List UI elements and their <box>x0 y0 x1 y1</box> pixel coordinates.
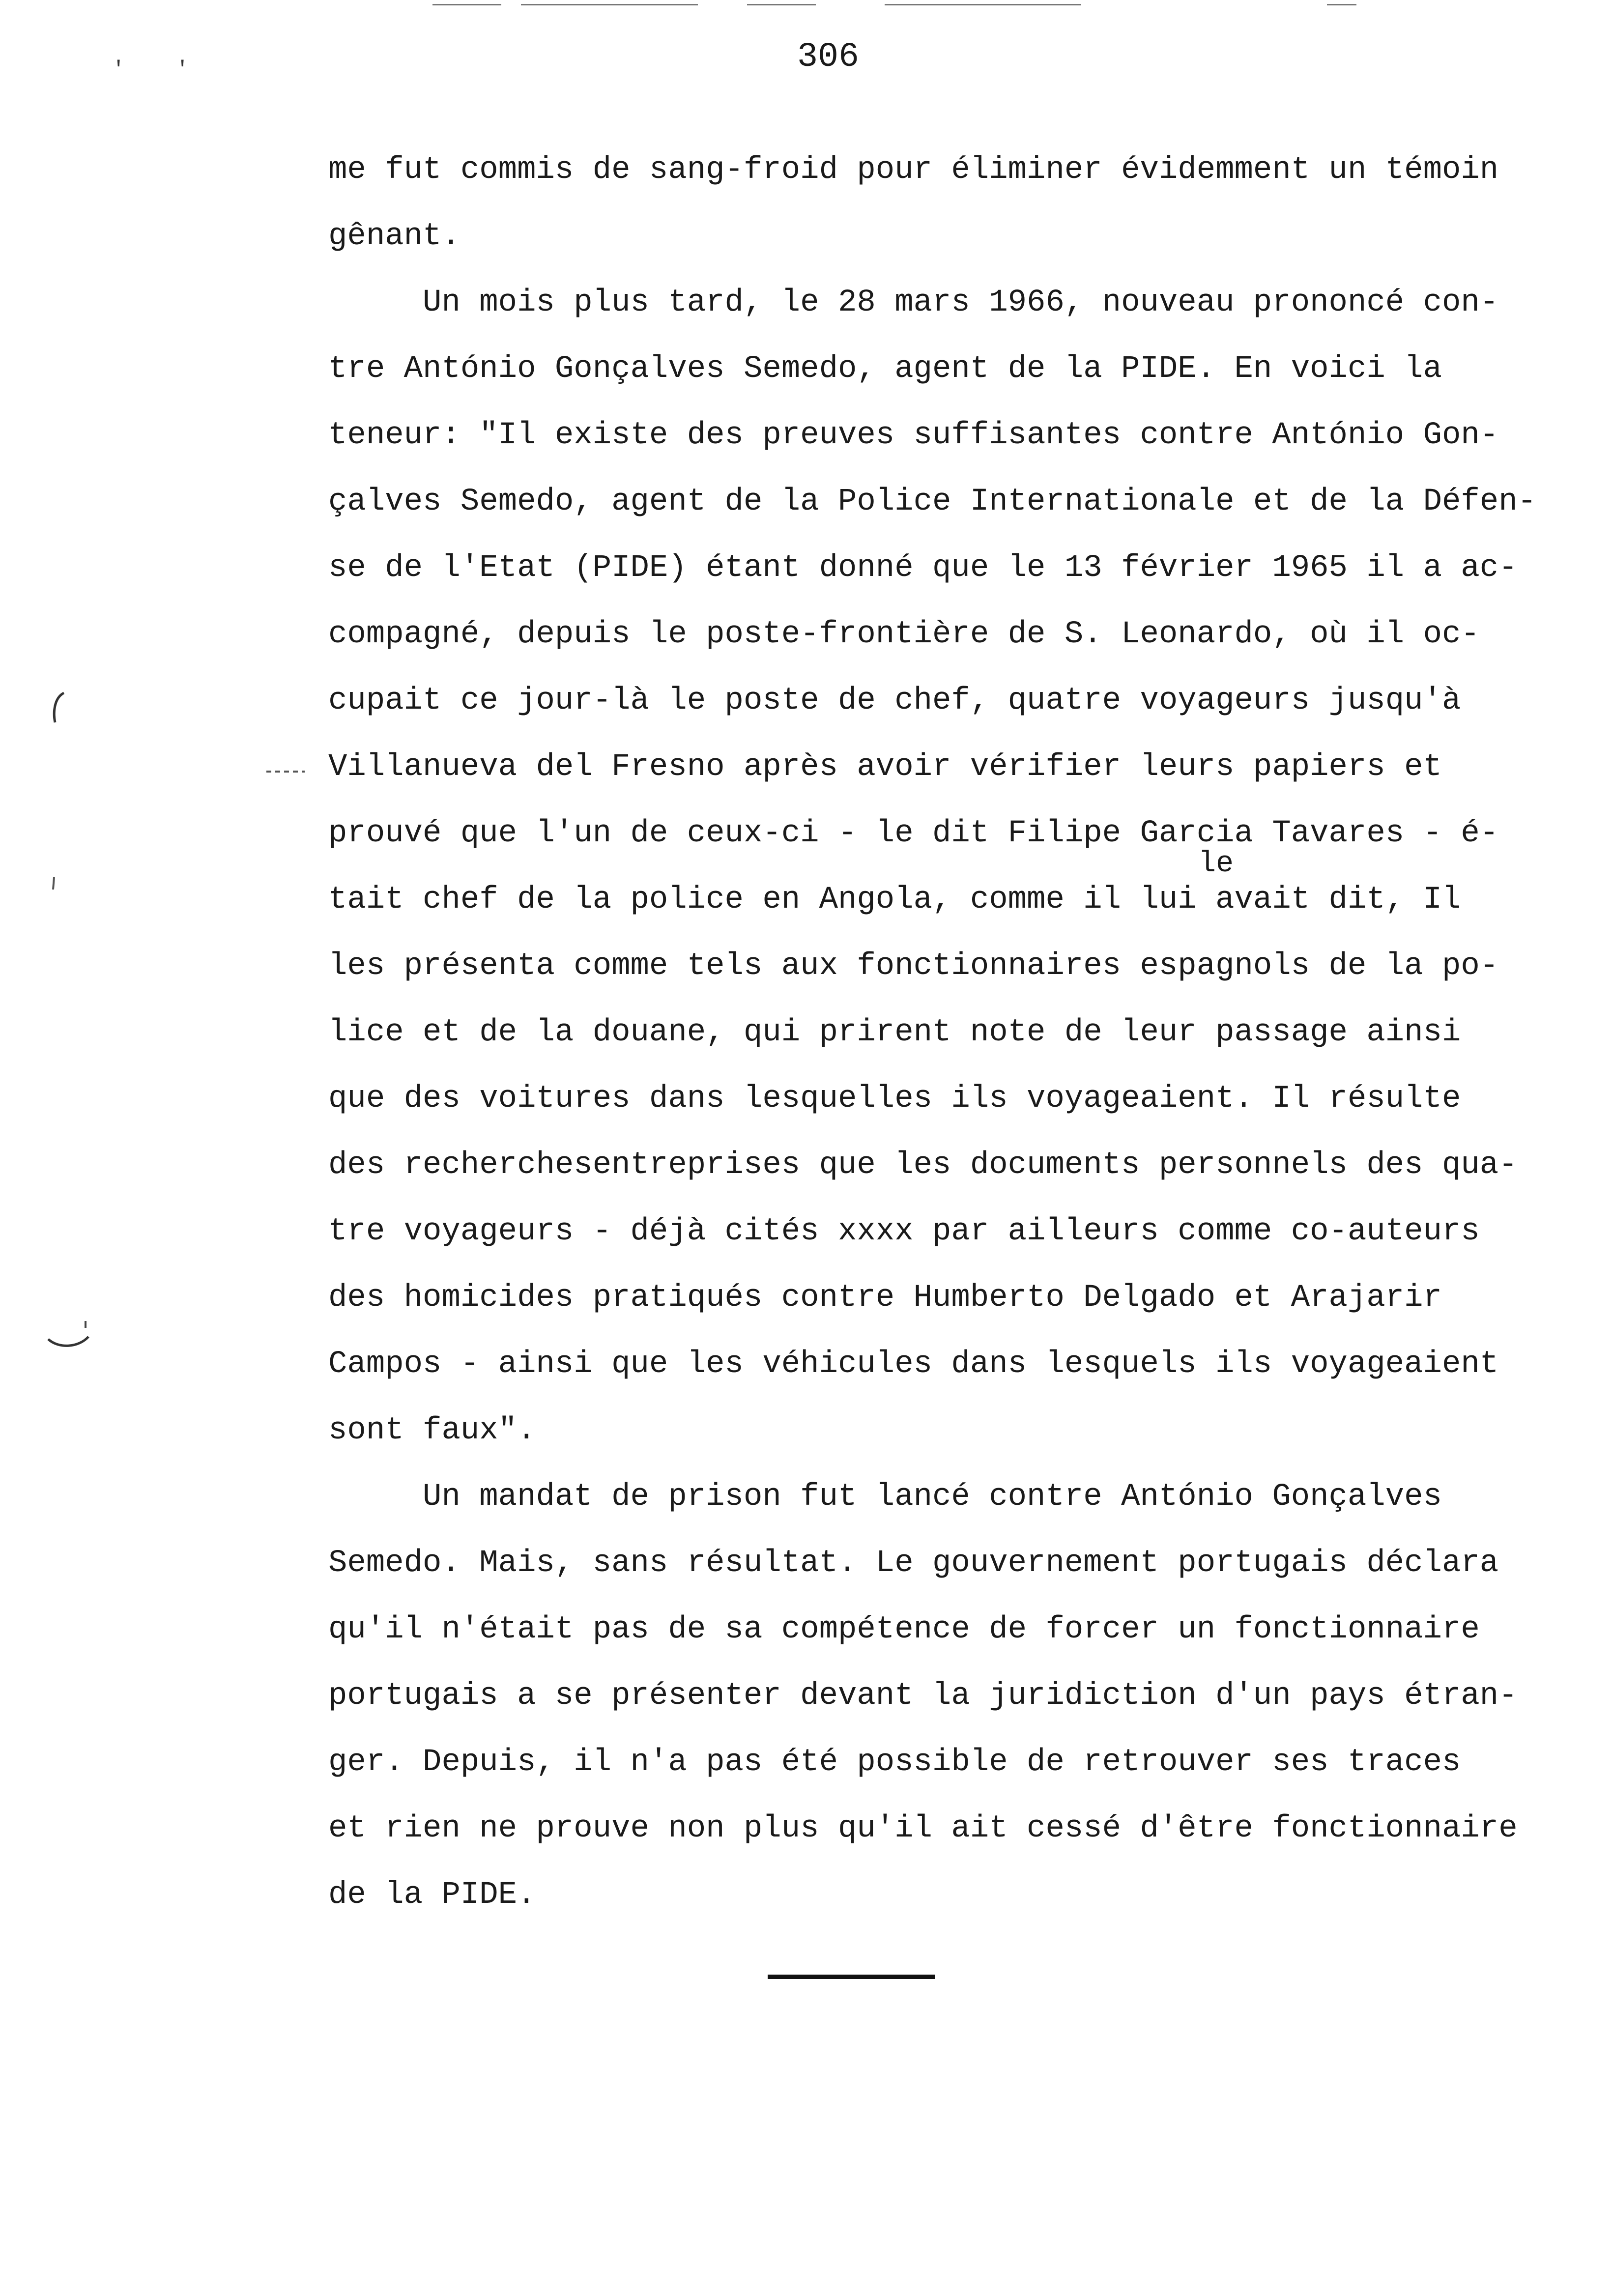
text-line: gênant. <box>328 219 461 254</box>
text-line: de la PIDE. <box>328 1877 536 1913</box>
scan-artifact-rule <box>1327 4 1356 5</box>
text-line: tait chef de la police en Angola, comme il lui avait dit, Il <box>328 882 1461 918</box>
margin-hook-mark <box>44 688 74 727</box>
end-rule <box>768 1975 935 1979</box>
text-line: teneur: "Il existe des preuves suffisantes contre António Gon- <box>328 418 1499 453</box>
text-line: tre voyageurs - déjà cités xxxx par ailleurs comme co-auteurs <box>328 1214 1480 1249</box>
text-line: que des voitures dans lesquelles ils voyageaient. Il résulte <box>328 1081 1461 1117</box>
scan-artifact-rule <box>885 4 1081 5</box>
text-line: les présenta comme tels aux fonctionnaires espagnols de la po- <box>328 948 1499 984</box>
stray-mark: ' <box>112 57 125 82</box>
margin-dot-mark <box>49 875 59 894</box>
text-line: Semedo. Mais, sans résultat. Le gouvernement portugais déclara <box>328 1546 1499 1581</box>
scan-artifact-rule <box>432 4 501 5</box>
scan-artifact-rule <box>747 4 816 5</box>
text-line: Villanueva del Fresno après avoir vérifier leurs papiers et <box>328 749 1442 785</box>
text-line: ger. Depuis, il n'a pas été possible de retrouver ses traces <box>328 1745 1461 1780</box>
margin-dash-mark <box>265 767 310 776</box>
text-line: portugais a se présenter devant la juridiction d'un pays étran- <box>328 1678 1518 1714</box>
interlinear-insert: le <box>1198 847 1234 881</box>
page-number: 306 <box>797 38 860 77</box>
text-line: compagné, depuis le poste-frontière de S. Leonardo, où il oc- <box>328 617 1480 652</box>
text-line: des recherchesentreprises que les documents personnels des qua- <box>328 1148 1518 1183</box>
text-line: des homicides pratiqués contre Humberto Delgado et Arajarir <box>328 1280 1442 1316</box>
text-line: tre António Gonçalves Semedo, agent de la PIDE. En voici la <box>328 351 1442 387</box>
text-line: se de l'Etat (PIDE) étant donné que le 13 février 1965 il a ac- <box>328 550 1518 586</box>
stray-mark: ' <box>176 57 189 82</box>
text-line: Un mandat de prison fut lancé contre António Gonçalves <box>328 1479 1442 1515</box>
text-line: Campos - ainsi que les véhicules dans lesquels ils voyageaient <box>328 1347 1499 1382</box>
text-line: prouvé que l'un de ceux-ci - le dit Filipe Garcia Tavares - é- <box>328 816 1499 851</box>
margin-curve-mark <box>44 1317 93 1356</box>
text-line: çalves Semedo, agent de la Police Internationale et de la Défen- <box>328 484 1536 519</box>
scan-artifact-rule <box>521 4 698 5</box>
text-line: qu'il n'était pas de sa compétence de forcer un fonctionnaire <box>328 1612 1480 1647</box>
text-line: lice et de la douane, qui prirent note de leur passage ainsi <box>328 1015 1461 1050</box>
text-line: Un mois plus tard, le 28 mars 1966, nouveau prononcé con- <box>328 285 1499 320</box>
text-line: me fut commis de sang-froid pour éliminer évidemment un témoin <box>328 152 1499 188</box>
text-line: sont faux". <box>328 1413 536 1448</box>
text-line: et rien ne prouve non plus qu'il ait cessé d'être fonctionnaire <box>328 1811 1518 1846</box>
text-line: cupait ce jour-là le poste de chef, quatre voyageurs jusqu'à <box>328 683 1461 718</box>
